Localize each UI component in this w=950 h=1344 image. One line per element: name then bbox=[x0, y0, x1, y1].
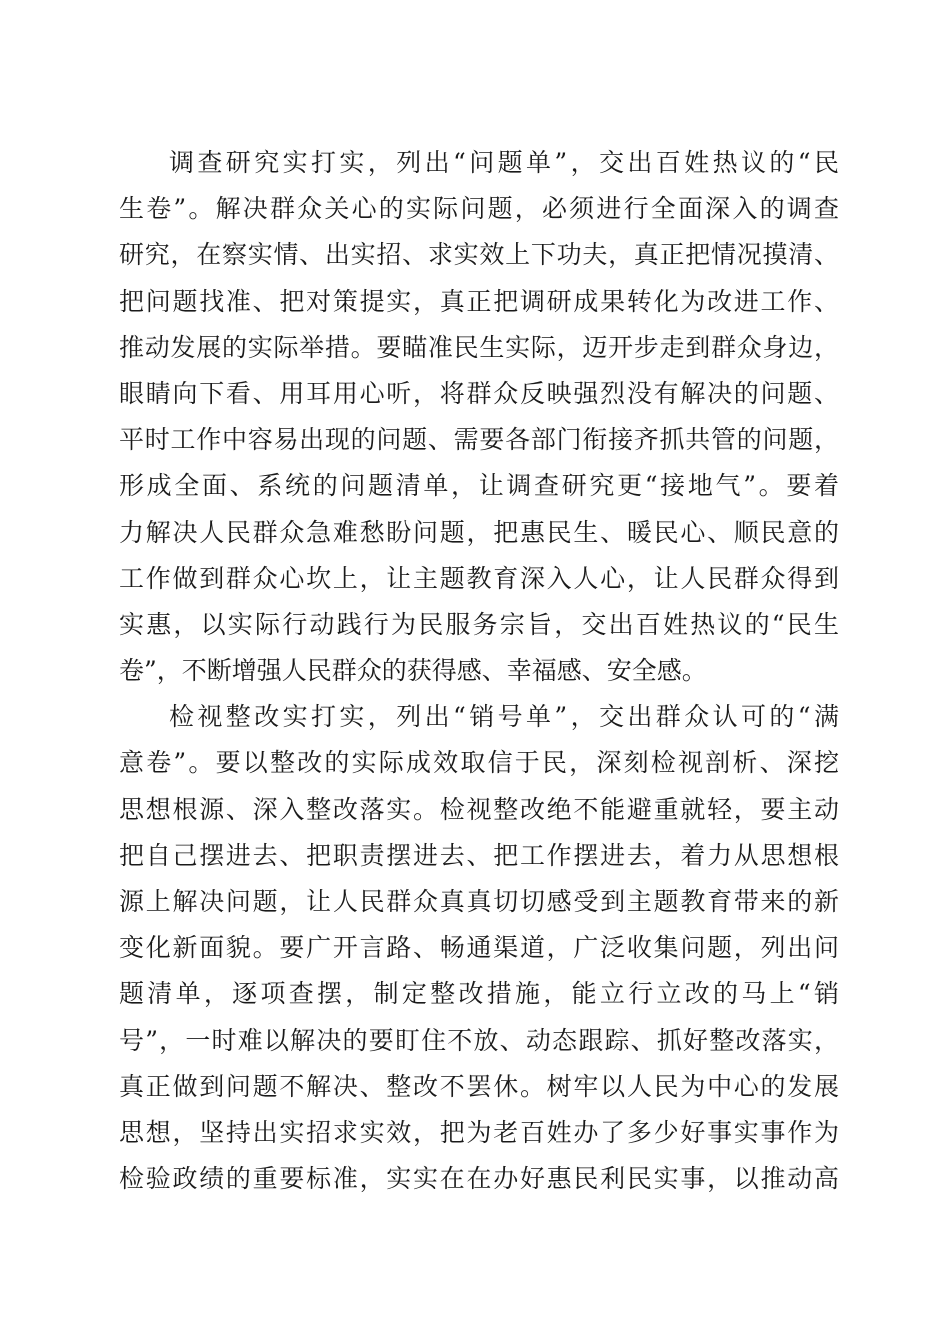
paragraph-1-line-12: 卷”，不断增强人民群众的获得感、幸福感、安全感。 bbox=[119, 656, 707, 686]
paragraph-1-line-2: 生卷”。解决群众关心的实际问题，必须进行全面深入的调查 bbox=[119, 194, 839, 224]
paragraph-1-line-3: 研究，在察实情、出实招、求实效上下功夫，真正把情况摸清、 bbox=[119, 240, 839, 270]
paragraph-2-line-9: 真正做到问题不解决、整改不罢休。树牢以人民为中心的发展 bbox=[119, 1071, 839, 1101]
paragraph-1-line-4: 把问题找准、把对策提实，真正把调研成果转化为改进工作、 bbox=[119, 286, 839, 316]
paragraph-2-line-6: 变化新面貌。要广开言路、畅通渠道，广泛收集问题，列出问 bbox=[119, 933, 839, 963]
document-body bbox=[119, 140, 839, 1202]
paragraph-1-line-6: 眼睛向下看、用耳用心听，将群众反映强烈没有解决的问题、 bbox=[119, 378, 839, 408]
paragraph-1-line-8: 形成全面、系统的问题清单，让调查研究更“接地气”。要着 bbox=[119, 471, 839, 501]
paragraph-2-line-3: 思想根源、深入整改落实。检视整改绝不能避重就轻，要主动 bbox=[119, 794, 839, 824]
paragraph-1-line-1: 调查研究实打实，列出“问题单”，交出百姓热议的“民 bbox=[169, 148, 839, 177]
paragraph-1-line-11: 实惠，以实际行动践行为民服务宗旨，交出百姓热议的“民生 bbox=[119, 609, 839, 639]
paragraph-1-line-5: 推动发展的实际举措。要瞄准民生实际，迈开步走到群众身边， bbox=[119, 332, 839, 362]
paragraph-2-line-10: 思想，坚持出实招求实效，把为老百姓办了多少好事实事作为 bbox=[119, 1117, 839, 1147]
paragraph-2-line-1: 检视整改实打实，列出“销号单”，交出群众认可的“满 bbox=[169, 702, 839, 732]
paragraph-2-line-4: 把自己摆进去、把职责摆进去、把工作摆进去，着力从思想根 bbox=[119, 840, 839, 870]
paragraph-1-line-9: 力解决人民群众急难愁盼问题，把惠民生、暖民心、顺民意的 bbox=[119, 517, 839, 547]
paragraph-2-line-2: 意卷”。要以整改的实际成效取信于民，深刻检视剖析、深挖 bbox=[119, 748, 839, 778]
paragraph-2-line-11: 检验政绩的重要标准，实实在在办好惠民利民实事，以推动高 bbox=[119, 1164, 839, 1194]
paragraph-2-line-8: 号”，一时难以解决的要盯住不放、动态跟踪、抓好整改落实， bbox=[119, 1025, 839, 1055]
paragraph-1-line-10: 工作做到群众心坎上，让主题教育深入人心，让人民群众得到 bbox=[119, 563, 839, 593]
paragraph-1-line-7: 平时工作中容易出现的问题、需要各部门衔接齐抓共管的问题， bbox=[119, 425, 839, 455]
paragraph-2-line-5: 源上解决问题，让人民群众真真切切感受到主题教育带来的新 bbox=[119, 887, 839, 916]
paragraph-2-line-7: 题清单，逐项查摆，制定整改措施，能立行立改的马上“销 bbox=[119, 979, 839, 1009]
